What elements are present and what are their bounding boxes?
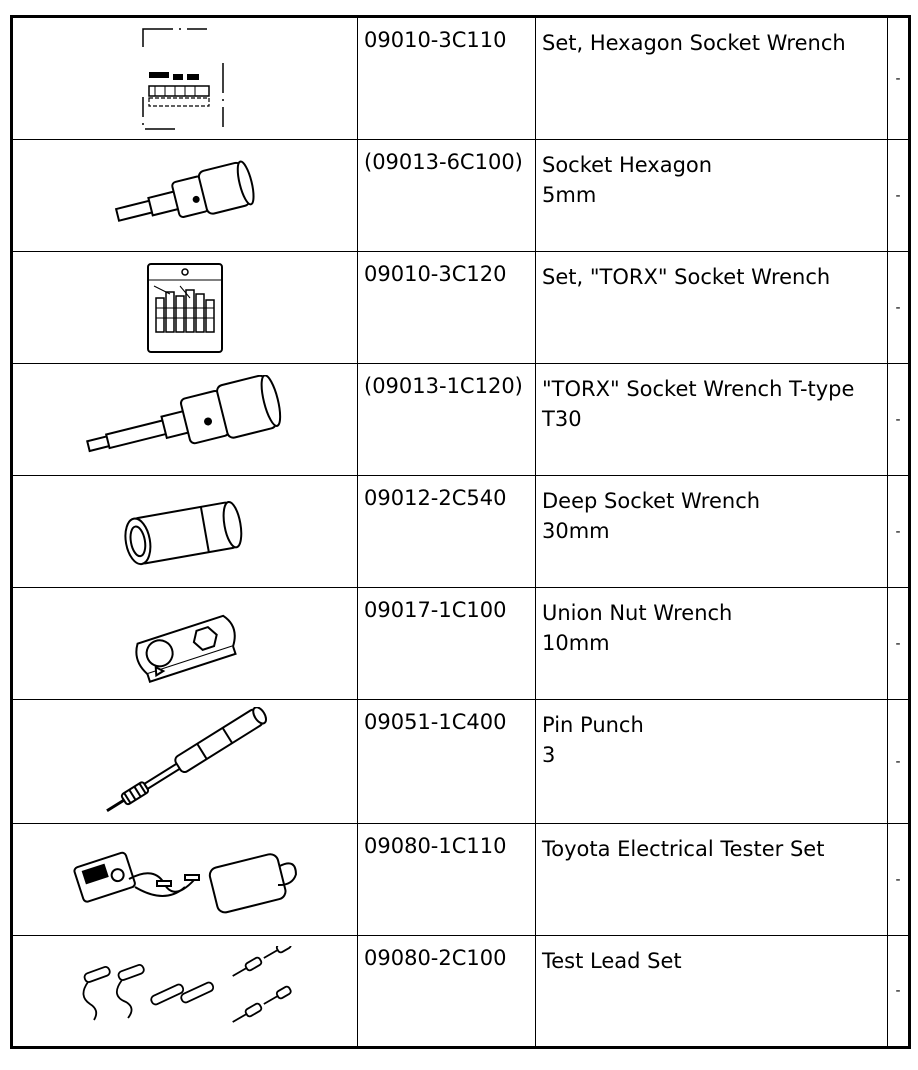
test-lead-set-icon — [70, 946, 300, 1036]
table-row — [12, 936, 910, 1048]
table-row — [12, 364, 910, 476]
tool-name: Socket Hexagon — [542, 153, 713, 177]
tool-image-cell — [12, 364, 358, 476]
tool-image-cell — [12, 936, 358, 1048]
pin-punch-icon — [85, 707, 285, 817]
tool-image-cell — [12, 588, 358, 700]
tool-image-cell — [12, 700, 358, 824]
tool-note: - — [888, 588, 910, 700]
tool-description — [536, 364, 888, 476]
part-number: 09051-1C400 — [358, 700, 536, 824]
table-row — [12, 140, 910, 252]
tool-name: Test Lead Set — [542, 949, 682, 973]
table-row — [12, 17, 910, 140]
tool-note: - — [888, 140, 910, 252]
tool-image-cell — [12, 476, 358, 588]
electrical-tester-set-icon — [65, 835, 305, 925]
part-number: 09012-2C540 — [358, 476, 536, 588]
union-nut-wrench-icon — [120, 599, 250, 689]
part-number: 09080-1C110 — [358, 824, 536, 936]
tool-description — [536, 588, 888, 700]
tool-name: Deep Socket Wrench — [542, 489, 761, 513]
tool-image-cell — [12, 140, 358, 252]
tool-note: - — [888, 936, 910, 1048]
tool-description — [536, 936, 888, 1048]
tool-description — [536, 140, 888, 252]
hexagon-socket-set-icon — [135, 24, 235, 134]
tool-note: - — [888, 700, 910, 824]
hexagon-socket-icon — [105, 156, 265, 236]
tool-description — [536, 700, 888, 824]
part-number: 09010-3C110 — [358, 17, 536, 140]
tool-description — [536, 252, 888, 364]
table-row — [12, 588, 910, 700]
part-number: 09010-3C120 — [358, 252, 536, 364]
tool-name: Set, Hexagon Socket Wrench — [542, 31, 846, 55]
tool-note: - — [888, 824, 910, 936]
tool-name: Toyota Electrical Tester Set — [542, 837, 825, 861]
tool-image-cell — [12, 17, 358, 140]
part-number: (09013-6C100) — [358, 140, 536, 252]
part-number: 09080-2C100 — [358, 936, 536, 1048]
tool-description — [536, 824, 888, 936]
tool-detail: 10mm — [542, 631, 610, 655]
tool-description — [536, 17, 888, 140]
tool-description — [536, 476, 888, 588]
part-number: 09017-1C100 — [358, 588, 536, 700]
tool-note: - — [888, 364, 910, 476]
part-number: (09013-1C120) — [358, 364, 536, 476]
tool-name: Pin Punch — [542, 713, 644, 737]
torx-socket-set-icon — [140, 258, 230, 358]
table-row — [12, 700, 910, 824]
tool-name: Union Nut Wrench — [542, 601, 733, 625]
tool-image-cell — [12, 824, 358, 936]
table-row — [12, 824, 910, 936]
special-tool-table — [10, 15, 911, 1049]
tool-detail: T30 — [542, 407, 582, 431]
tool-note: - — [888, 17, 910, 140]
tool-detail: 30mm — [542, 519, 610, 543]
tool-name: "TORX" Socket Wrench T-type — [542, 377, 855, 401]
tool-detail: 3 — [542, 743, 556, 767]
table-row — [12, 252, 910, 364]
torx-socket-icon — [75, 375, 295, 465]
table-row — [12, 476, 910, 588]
deep-socket-icon — [115, 492, 255, 572]
tool-detail: 5mm — [542, 183, 597, 207]
tool-name: Set, "TORX" Socket Wrench — [542, 265, 831, 289]
tool-note: - — [888, 476, 910, 588]
tool-image-cell — [12, 252, 358, 364]
tool-note: - — [888, 252, 910, 364]
